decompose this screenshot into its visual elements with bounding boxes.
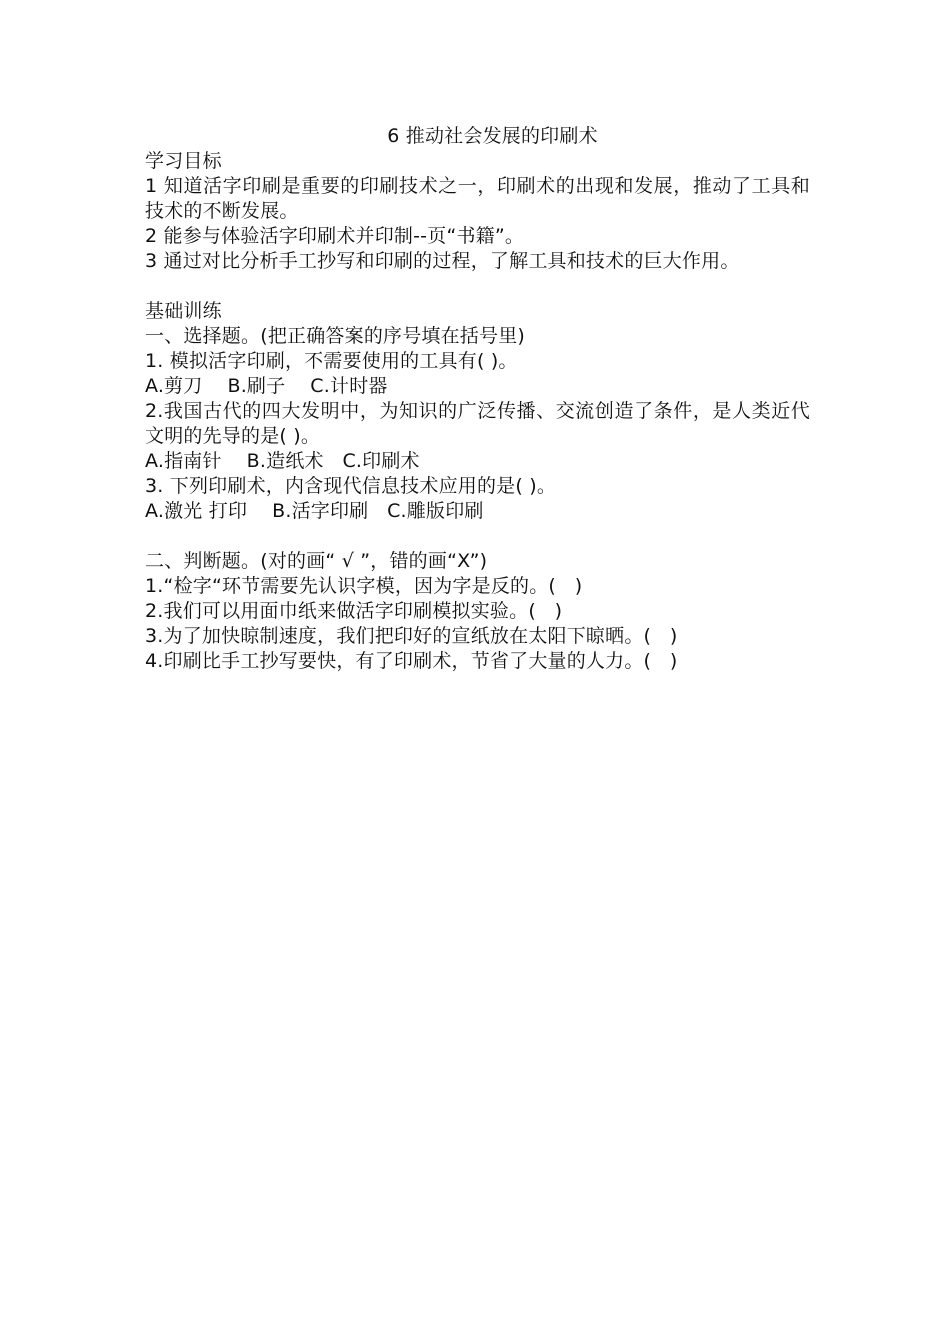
choice-question-2: 2.我国古代的四大发明中，为知识的广泛传播、交流创造了条件，是人类近代文明的先导的是( )。 (145, 400, 810, 447)
judge-question-2: 2.我们可以用面巾纸来做活字印刷模拟实验。( ) (145, 600, 563, 622)
blank-line (145, 524, 810, 549)
choice-question-3: 3. 下列印刷术，内含现代信息技术应用的是( )。 (145, 475, 557, 497)
choice-question-3-options: A.激光 打印 B.活字印刷 C.雕版印刷 (145, 500, 484, 522)
choice-section-heading: 一、选择题。(把正确答案的序号填在括号里) (145, 325, 526, 347)
blank-line (145, 274, 810, 299)
document-body (145, 124, 810, 674)
objectives-heading: 学习目标 (145, 150, 222, 172)
document-title: 6 推动社会发展的印刷术 (387, 125, 598, 147)
judge-section-heading: 二、判断题。(对的画“ √ ”，错的画“X”) (145, 550, 488, 572)
choice-question-1-options: A.剪刀 B.刷子 C.计时器 (145, 375, 388, 397)
objective-item-3: 3 通过对比分析手工抄写和印刷的过程，了解工具和技术的巨大作用。 (145, 250, 740, 272)
choice-question-1: 1. 模拟活字印刷，不需要使用的工具有( )。 (145, 350, 518, 372)
choice-question-2-options: A.指南针 B.造纸术 C.印刷术 (145, 450, 420, 472)
judge-question-3: 3.为了加快晾制速度，我们把印好的宣纸放在太阳下晾晒。( ) (145, 625, 678, 647)
objective-item-1: 1 知道活字印刷是重要的印刷技术之一，印刷术的出现和发展，推动了工具和技术的不断发展。 (145, 175, 810, 222)
judge-question-1: 1.“检字“环节需要先认识字模，因为字是反的。( ) (145, 575, 583, 597)
training-heading: 基础训练 (145, 300, 222, 322)
objective-item-2: 2 能参与体验活字印刷术并印制--页“书籍”。 (145, 225, 525, 247)
judge-question-4: 4.印刷比手工抄写要快，有了印刷术，节省了大量的人力。( ) (145, 650, 678, 672)
